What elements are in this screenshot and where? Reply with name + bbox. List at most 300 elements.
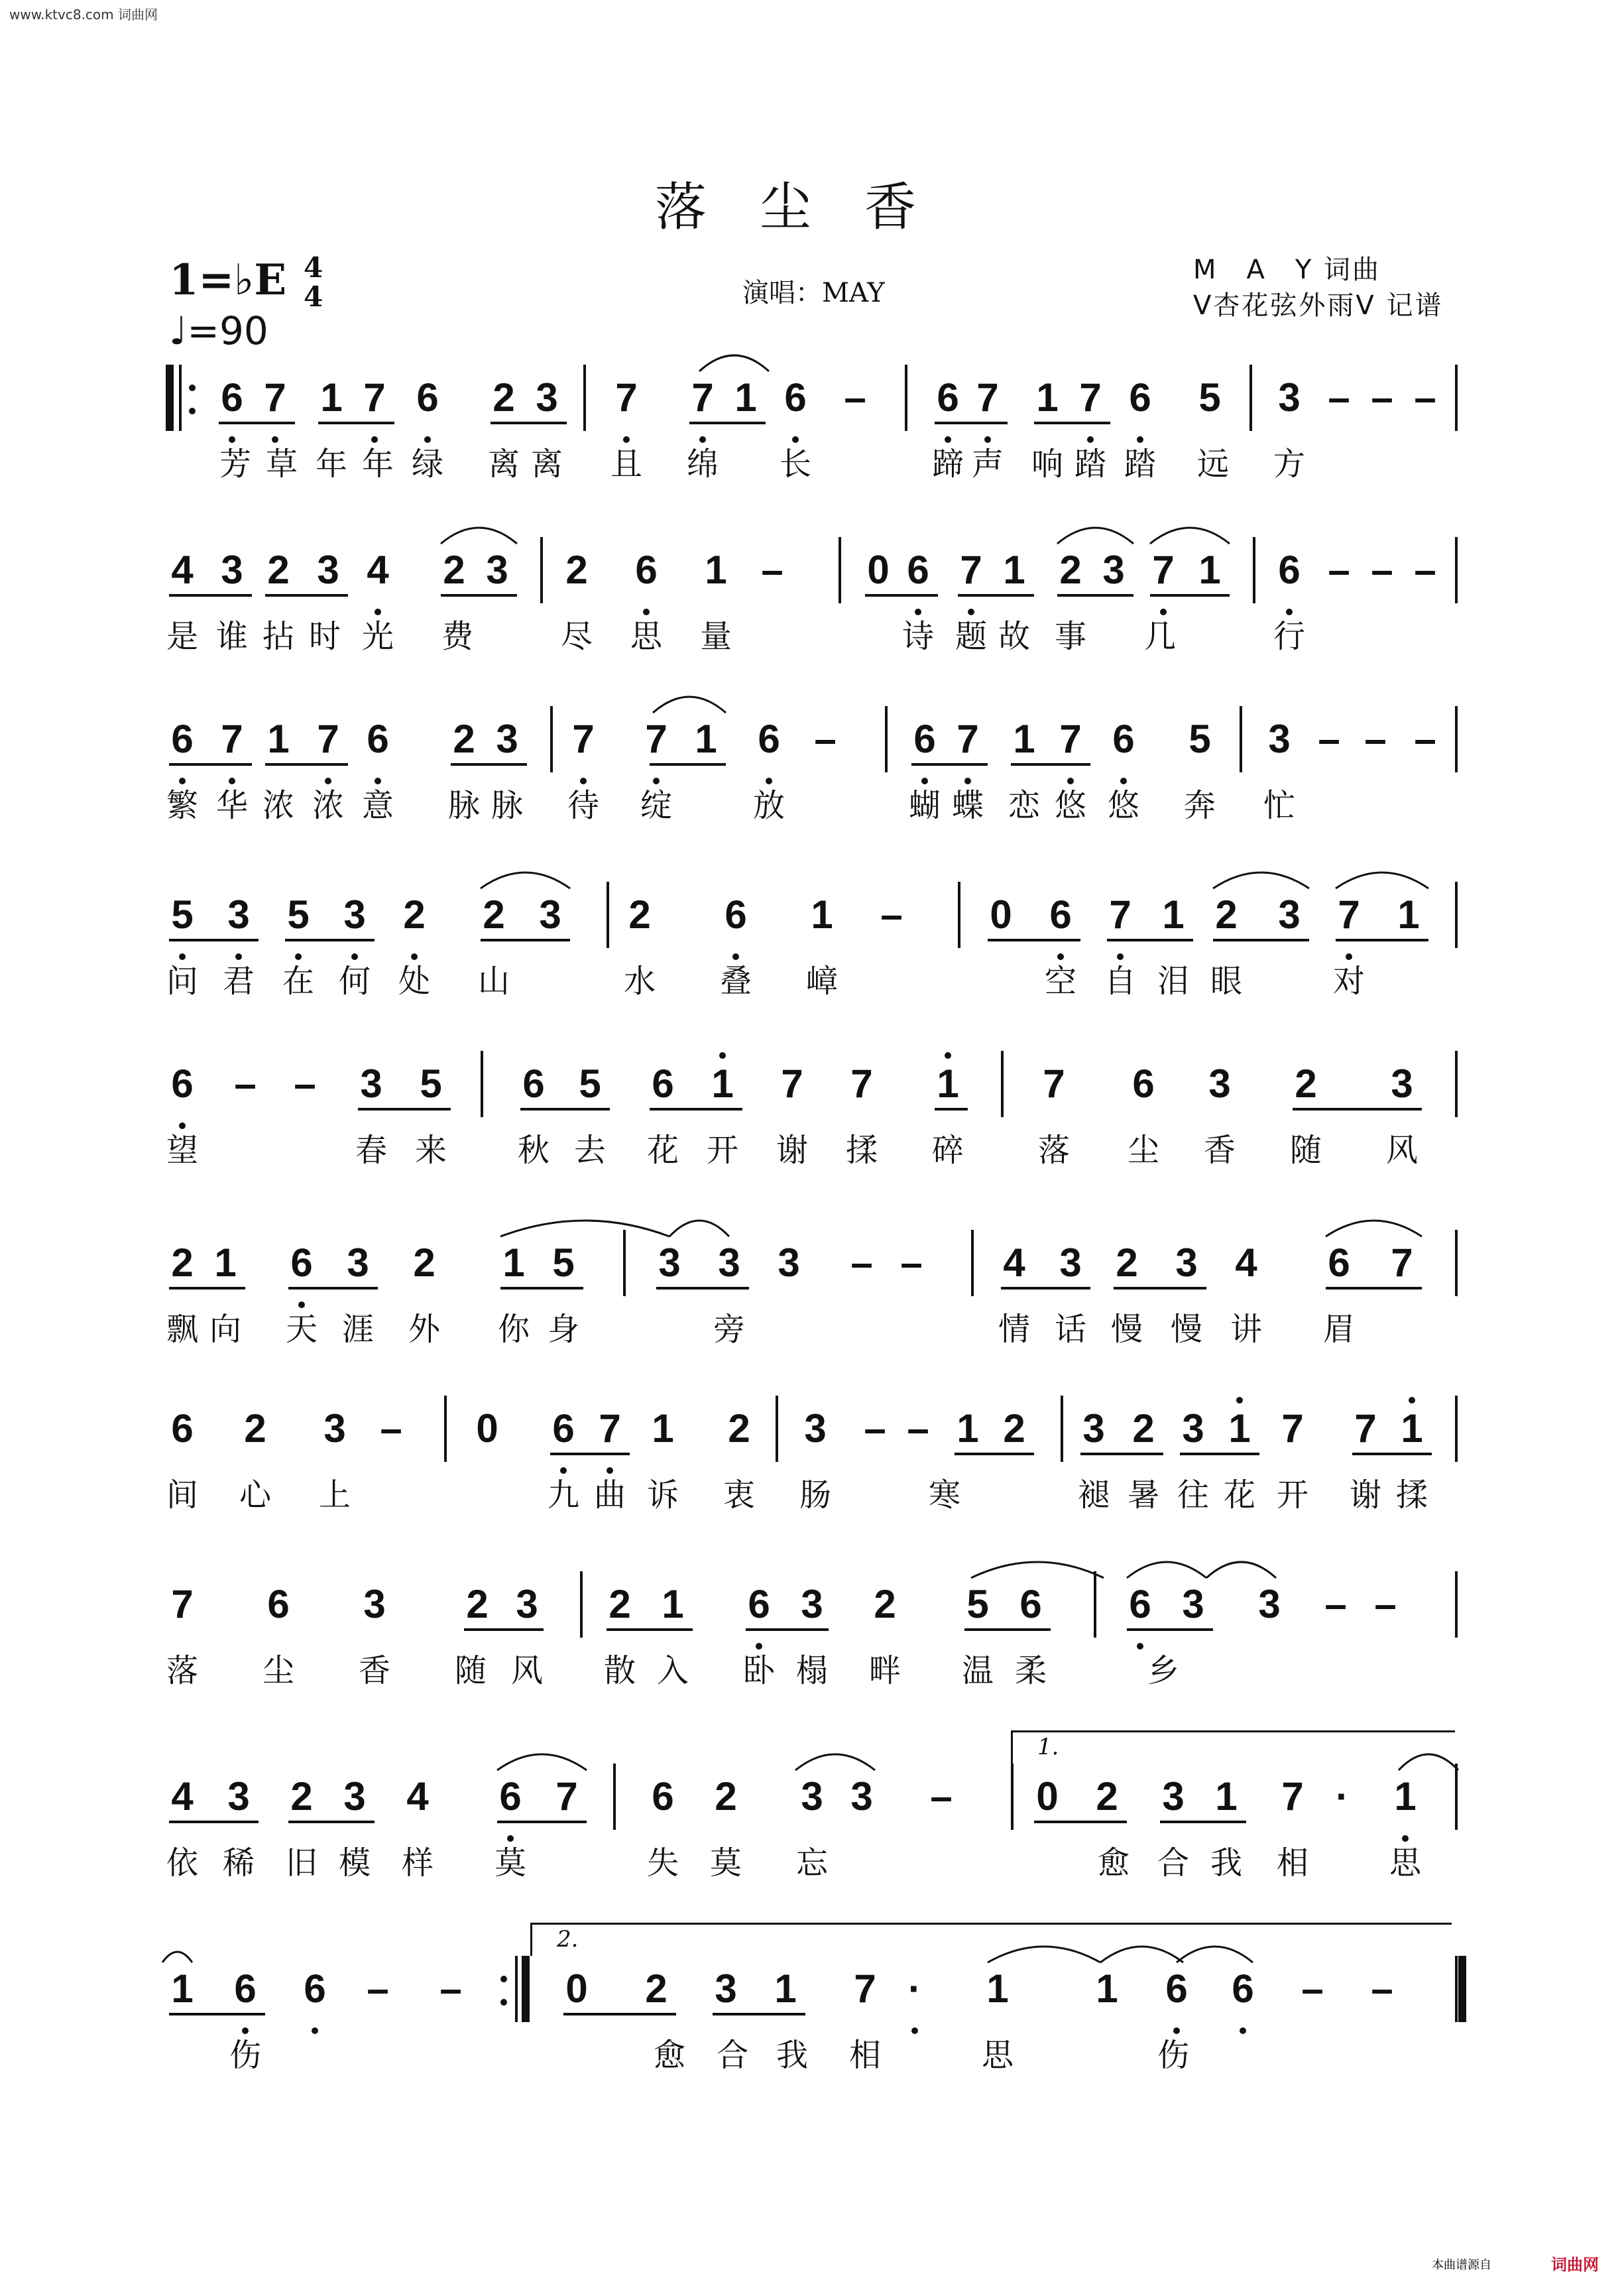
lyric-char: 绽 [640,787,672,824]
lyric-char: 谢 [1349,1476,1381,1514]
note: 7 [781,1061,803,1106]
note: 6 [171,1406,194,1451]
lyric-char: 卧 [742,1652,775,1689]
lyric-char: 意 [361,787,394,824]
site-url[interactable]: www.ktvc8.com 词曲网 [9,7,158,23]
note: 7 [1281,1406,1304,1451]
lyric-char: 伤 [1157,2037,1189,2074]
note: 7 [957,717,979,761]
note: 6 [913,717,936,761]
note: 7 [1281,1774,1304,1819]
lyric-char: 声 [971,446,1004,483]
tie-arc [699,355,769,371]
lyric-char: 且 [610,446,642,483]
note: 5 [420,1061,442,1106]
tie-arc [1150,528,1230,544]
note: 3 [360,1061,382,1106]
lyric-char: 失 [646,1844,679,1882]
note: 0 [990,892,1012,937]
note: 2 [715,1774,737,1819]
lyric-char: 心 [239,1476,271,1514]
lyric-char: 几 [1143,618,1176,655]
lyric-char: 上 [318,1476,351,1514]
note: 3 [1059,1240,1082,1285]
lyric-char: 谁 [215,618,248,655]
lyric-char: 离 [487,446,520,483]
volta-number: 1. [1037,1734,1059,1760]
tie-arc [1177,1947,1253,1962]
tie-arc [1100,1947,1183,1962]
lyric-char: 拈 [262,618,294,655]
note: – [900,1240,923,1285]
note: – [844,375,866,420]
lyric-char: 思 [981,2037,1014,2074]
note: 6 [784,375,807,420]
lyric-char: 揉 [845,1132,878,1169]
lyric-char: 尘 [262,1652,294,1689]
note: 3 [1082,1406,1105,1451]
note: 3 [850,1774,873,1819]
lyric-char: 嶂 [805,963,838,1000]
note: 7 [1338,892,1360,937]
lyric-char: 间 [166,1476,198,1514]
note: 1 [937,1061,959,1106]
lyric-char: 花 [1223,1476,1255,1514]
note: 1 [986,1966,1009,2011]
note: 3 [227,1774,250,1819]
note: 7 [1354,1406,1377,1451]
lyric-char: 寒 [928,1476,960,1514]
lyric-char: 绵 [686,446,719,483]
lyric-char: 蹄 [931,446,964,483]
lyric-char: 风 [1385,1132,1418,1169]
song-title: 落尘香 [654,178,969,237]
lyric-char: 题 [955,618,987,655]
note: 6 [1129,1582,1151,1626]
tie-arc [1127,1562,1206,1578]
note: 1 [957,1406,979,1451]
lyric-char: 莫 [494,1844,526,1882]
lyric-char: 尘 [1127,1132,1159,1169]
note: 6 [171,717,194,761]
note: 3 [516,1582,538,1626]
lyric-char: 悠 [1054,787,1086,824]
lyric-char: 稀 [222,1844,255,1882]
lyric-char: 落 [166,1652,198,1689]
lyric-char: 山 [477,963,510,1000]
tie-arc [500,1221,669,1236]
note: – [1374,1582,1397,1626]
lyric-char: 你 [497,1311,530,1348]
lyric-char: 望 [166,1132,198,1169]
note: 2 [466,1582,489,1626]
lyric-char: 眼 [1210,963,1242,1000]
note: 1 [774,1966,797,2011]
note: 2 [453,717,475,761]
note: 7 [572,717,595,761]
note: 2 [483,892,505,937]
lyric-char: 香 [358,1652,390,1689]
note: – [294,1061,316,1106]
note: 1 [705,548,727,592]
lyric-char: 衷 [723,1476,755,1514]
lyric-char: 合 [1157,1844,1189,1882]
note: 3 [1182,1406,1204,1451]
lyric-char: 合 [716,2037,748,2074]
note: 7 [1109,892,1131,937]
lyric-char: 自 [1104,963,1136,1000]
lyric-char: 褪 [1077,1476,1110,1514]
note: 7 [1043,1061,1065,1106]
note: 6 [758,717,780,761]
note: 6 [367,717,389,761]
note: 2 [443,548,465,592]
note: 3 [1162,1774,1185,1819]
lyric-char: 悠 [1107,787,1139,824]
note: 1 [734,375,757,420]
lyric-char: 时 [308,618,341,655]
lyric-char: 散 [603,1652,636,1689]
note: 3 [778,1240,800,1285]
lyric-char: 天 [285,1311,318,1348]
note: 4 [1003,1240,1025,1285]
note: – [1414,717,1436,761]
lyric-char: 情 [998,1311,1030,1348]
time-signature-top: 4 [304,251,323,284]
note: 6 [725,892,747,937]
note: 6 [1328,1240,1350,1285]
lyric-char: 肠 [799,1476,831,1514]
lyric-char: 向 [209,1311,241,1348]
note: 3 [1278,892,1301,937]
lyric-char: 我 [776,2037,808,2074]
tie-arc [1213,872,1309,888]
lyric-char: 踏 [1124,446,1156,483]
note: 2 [609,1582,631,1626]
note: 3 [363,1582,386,1626]
note: 0 [476,1406,498,1451]
note: 1 [1036,375,1059,420]
lyric-char: 浓 [312,787,344,824]
note: 1 [1003,548,1025,592]
note: – [1328,375,1350,420]
note: 1 [1162,892,1185,937]
lyric-char: 外 [408,1311,440,1348]
lyric-char: 畔 [868,1652,901,1689]
note: 3 [347,1240,369,1285]
note: 6 [1232,1966,1254,2011]
note: 7 [317,717,339,761]
lyric-char: 模 [338,1844,371,1882]
lyric-char: 思 [630,618,662,655]
note: 1 [171,1966,194,2011]
lyric-char: 温 [961,1652,994,1689]
lyric-char: 叠 [719,963,752,1000]
note: 6 [1112,717,1135,761]
lyric-char: 相 [848,2037,881,2074]
tie-arc [481,872,570,888]
lyric-char: 话 [1054,1311,1086,1348]
lyric-char: 秋 [517,1132,550,1169]
note: 6 [748,1582,770,1626]
lyric-char: 莫 [709,1844,742,1882]
note: 5 [171,892,194,937]
note: 6 [652,1774,674,1819]
tie-arc [1336,872,1428,888]
tie-arc [497,1754,587,1770]
lyric-char: 慢 [1170,1311,1202,1348]
tie-arc [1057,528,1133,544]
lyric-char: 身 [547,1311,579,1348]
lyric-char: 响 [1031,446,1063,483]
note: 3 [1268,717,1291,761]
note: 3 [221,548,243,592]
lyric-char: 样 [401,1844,434,1882]
note: 6 [304,1966,326,2011]
lyric-char: 问 [166,963,198,1000]
note: 3 [1208,1061,1231,1106]
lyric-char: 开 [706,1132,738,1169]
lyric-char: 诉 [646,1476,679,1514]
performer: 演唱：MAY [742,278,885,308]
note: 7 [850,1061,873,1106]
lyric-char: 年 [361,446,394,483]
note: 7 [1152,548,1175,592]
note: 1 [214,1240,237,1285]
lyric-char: 绿 [411,446,443,483]
note: 3 [658,1240,681,1285]
lyric-char: 揉 [1395,1476,1428,1514]
note: 7 [645,717,667,761]
note: 1 [1394,1774,1417,1819]
note: 6 [267,1582,290,1626]
note: 5 [1198,375,1221,420]
lyric-char: 暑 [1127,1476,1159,1514]
note: – [367,1966,389,2011]
lyric-char: 尽 [560,618,593,655]
lyric-char: 讲 [1230,1311,1262,1348]
lyric-char: 长 [779,446,811,483]
lyric-char: 在 [282,963,314,1000]
note: 3 [801,1582,823,1626]
note: – [1414,375,1436,420]
note: 1 [711,1061,734,1106]
note: – [930,1774,953,1819]
note: – [439,1966,462,2011]
note: 7 [363,375,386,420]
lyric-char: 涯 [341,1311,374,1348]
note: 5 [287,892,310,937]
note: 2 [1132,1406,1155,1451]
lyric-char: 诗 [901,618,934,655]
note: 3 [1258,1582,1281,1626]
note: – [1324,1582,1347,1626]
note: 4 [171,548,194,592]
lyric-char: 忙 [1263,787,1295,824]
note: 5 [552,1240,575,1285]
note: 4 [367,548,389,592]
note: 2 [728,1406,750,1451]
note: 2 [1295,1061,1317,1106]
note: 3 [227,892,250,937]
lyric-char: 依 [166,1844,198,1882]
note: 2 [1096,1774,1118,1819]
note: 6 [499,1774,522,1819]
lyric-char: 空 [1044,963,1076,1000]
lyric-char: 我 [1210,1844,1242,1882]
lyric-char: 费 [441,618,473,655]
note: 3 [323,1406,346,1451]
lyric-char: 春 [355,1132,387,1169]
note: 2 [1215,892,1238,937]
volta-number: 2. [557,1926,579,1953]
note: 6 [234,1966,257,2011]
note: 1 [1096,1966,1118,2011]
note: 2 [645,1966,667,2011]
note: 6 [1129,375,1151,420]
note: 7 [171,1582,194,1626]
note: 0 [565,1966,588,2011]
note: 3 [496,717,518,761]
note: 6 [522,1061,545,1106]
lyric-char: 光 [361,618,394,655]
lyric-char: 年 [315,446,347,483]
note: – [880,892,903,937]
note: 1 [662,1582,684,1626]
note: 7 [555,1774,578,1819]
note: 6 [1132,1061,1155,1106]
note: 2 [1003,1406,1025,1451]
note: 4 [171,1774,194,1819]
lyric-char: 方 [1273,446,1305,483]
note: 1 [1215,1774,1238,1819]
note: 6 [290,1240,313,1285]
note: 1 [695,717,717,761]
note: 6 [171,1061,194,1106]
lyric-char: 旁 [713,1311,745,1348]
note: 1 [811,892,833,937]
lyric-char: 草 [265,446,298,483]
lyric-char: 芳 [219,446,251,483]
lyric-char: 谢 [776,1132,808,1169]
note: 3 [343,1774,366,1819]
note: – [1371,1966,1393,2011]
note: 3 [804,1406,827,1451]
note: 7 [615,375,638,420]
note: – [380,1406,402,1451]
lyric-char: 放 [752,787,785,824]
note: 7 [854,1966,876,2011]
tie-arc [971,1562,1104,1578]
note: – [1301,1966,1324,2011]
note: 6 [652,1061,674,1106]
note: 3 [1278,375,1301,420]
lyric-char: 行 [1273,618,1305,655]
note: 6 [1019,1582,1042,1626]
note: 2 [244,1406,266,1451]
lyric-char: 蝴 [908,787,941,824]
note: 1 [267,717,290,761]
note: · [1336,1774,1349,1819]
note: 2 [171,1240,194,1285]
lyric-char: 泪 [1157,963,1189,1000]
lyric-char: 香 [1203,1132,1236,1169]
lyric-char: 落 [1037,1132,1070,1169]
tie-arc [653,697,726,713]
note: 3 [1102,548,1125,592]
note: 4 [1235,1240,1257,1285]
tie-arc [441,528,517,544]
note: 7 [960,548,982,592]
lyric-char: 曲 [593,1476,626,1514]
lyric-char: 处 [398,963,430,1000]
note: 4 [406,1774,429,1819]
tie-arc [1326,1221,1422,1236]
lyric-char: 脉 [491,787,523,824]
note: 1 [320,375,343,420]
note: 2 [1059,548,1082,592]
note: 5 [579,1061,601,1106]
note: 2 [267,548,290,592]
lyric-char: 榻 [795,1652,828,1689]
note: 6 [1049,892,1072,937]
lyric-char: 奔 [1183,787,1216,824]
note: 7 [599,1406,621,1451]
tie-arc [795,1754,875,1770]
note: 6 [416,375,439,420]
lyric-char: 华 [215,787,248,824]
note: 2 [565,548,588,592]
lyric-char: 离 [530,446,563,483]
note: – [234,1061,257,1106]
note: 2 [413,1240,435,1285]
note: 3 [801,1774,823,1819]
note: – [850,1240,873,1285]
lyric-char: 入 [656,1652,689,1689]
note: – [1371,548,1393,592]
note: 7 [1391,1240,1413,1285]
time-signature-bottom: 4 [304,280,323,313]
note: 3 [486,548,508,592]
note: – [761,548,783,592]
note: 1 [1228,1406,1251,1451]
lyric-char: 蝶 [951,787,984,824]
note: 6 [1165,1966,1188,2011]
note: 2 [628,892,651,937]
note: – [1318,717,1340,761]
lyric-char: 随 [454,1652,487,1689]
lyric-char: 水 [623,963,656,1000]
note: 5 [966,1582,989,1626]
note: 3 [718,1240,740,1285]
note: 7 [976,375,999,420]
note: 1 [1397,892,1420,937]
lyric-char: 君 [222,963,255,1000]
lyric-char: 慢 [1110,1311,1143,1348]
lyric-char: 碎 [931,1132,964,1169]
note: 7 [691,375,714,420]
lyric-char: 相 [1276,1844,1308,1882]
tie-arc [988,1947,1100,1962]
note: – [1328,548,1350,592]
lyric-char: 风 [510,1652,543,1689]
footer-brand[interactable]: 词曲网 [1551,2255,1599,2274]
tie-arc [669,1221,729,1236]
note: 1 [1198,548,1221,592]
lyric-char: 飘 [166,1311,198,1348]
footer-source: 本曲谱源自 [1432,2258,1491,2272]
note: · [908,1966,921,2011]
